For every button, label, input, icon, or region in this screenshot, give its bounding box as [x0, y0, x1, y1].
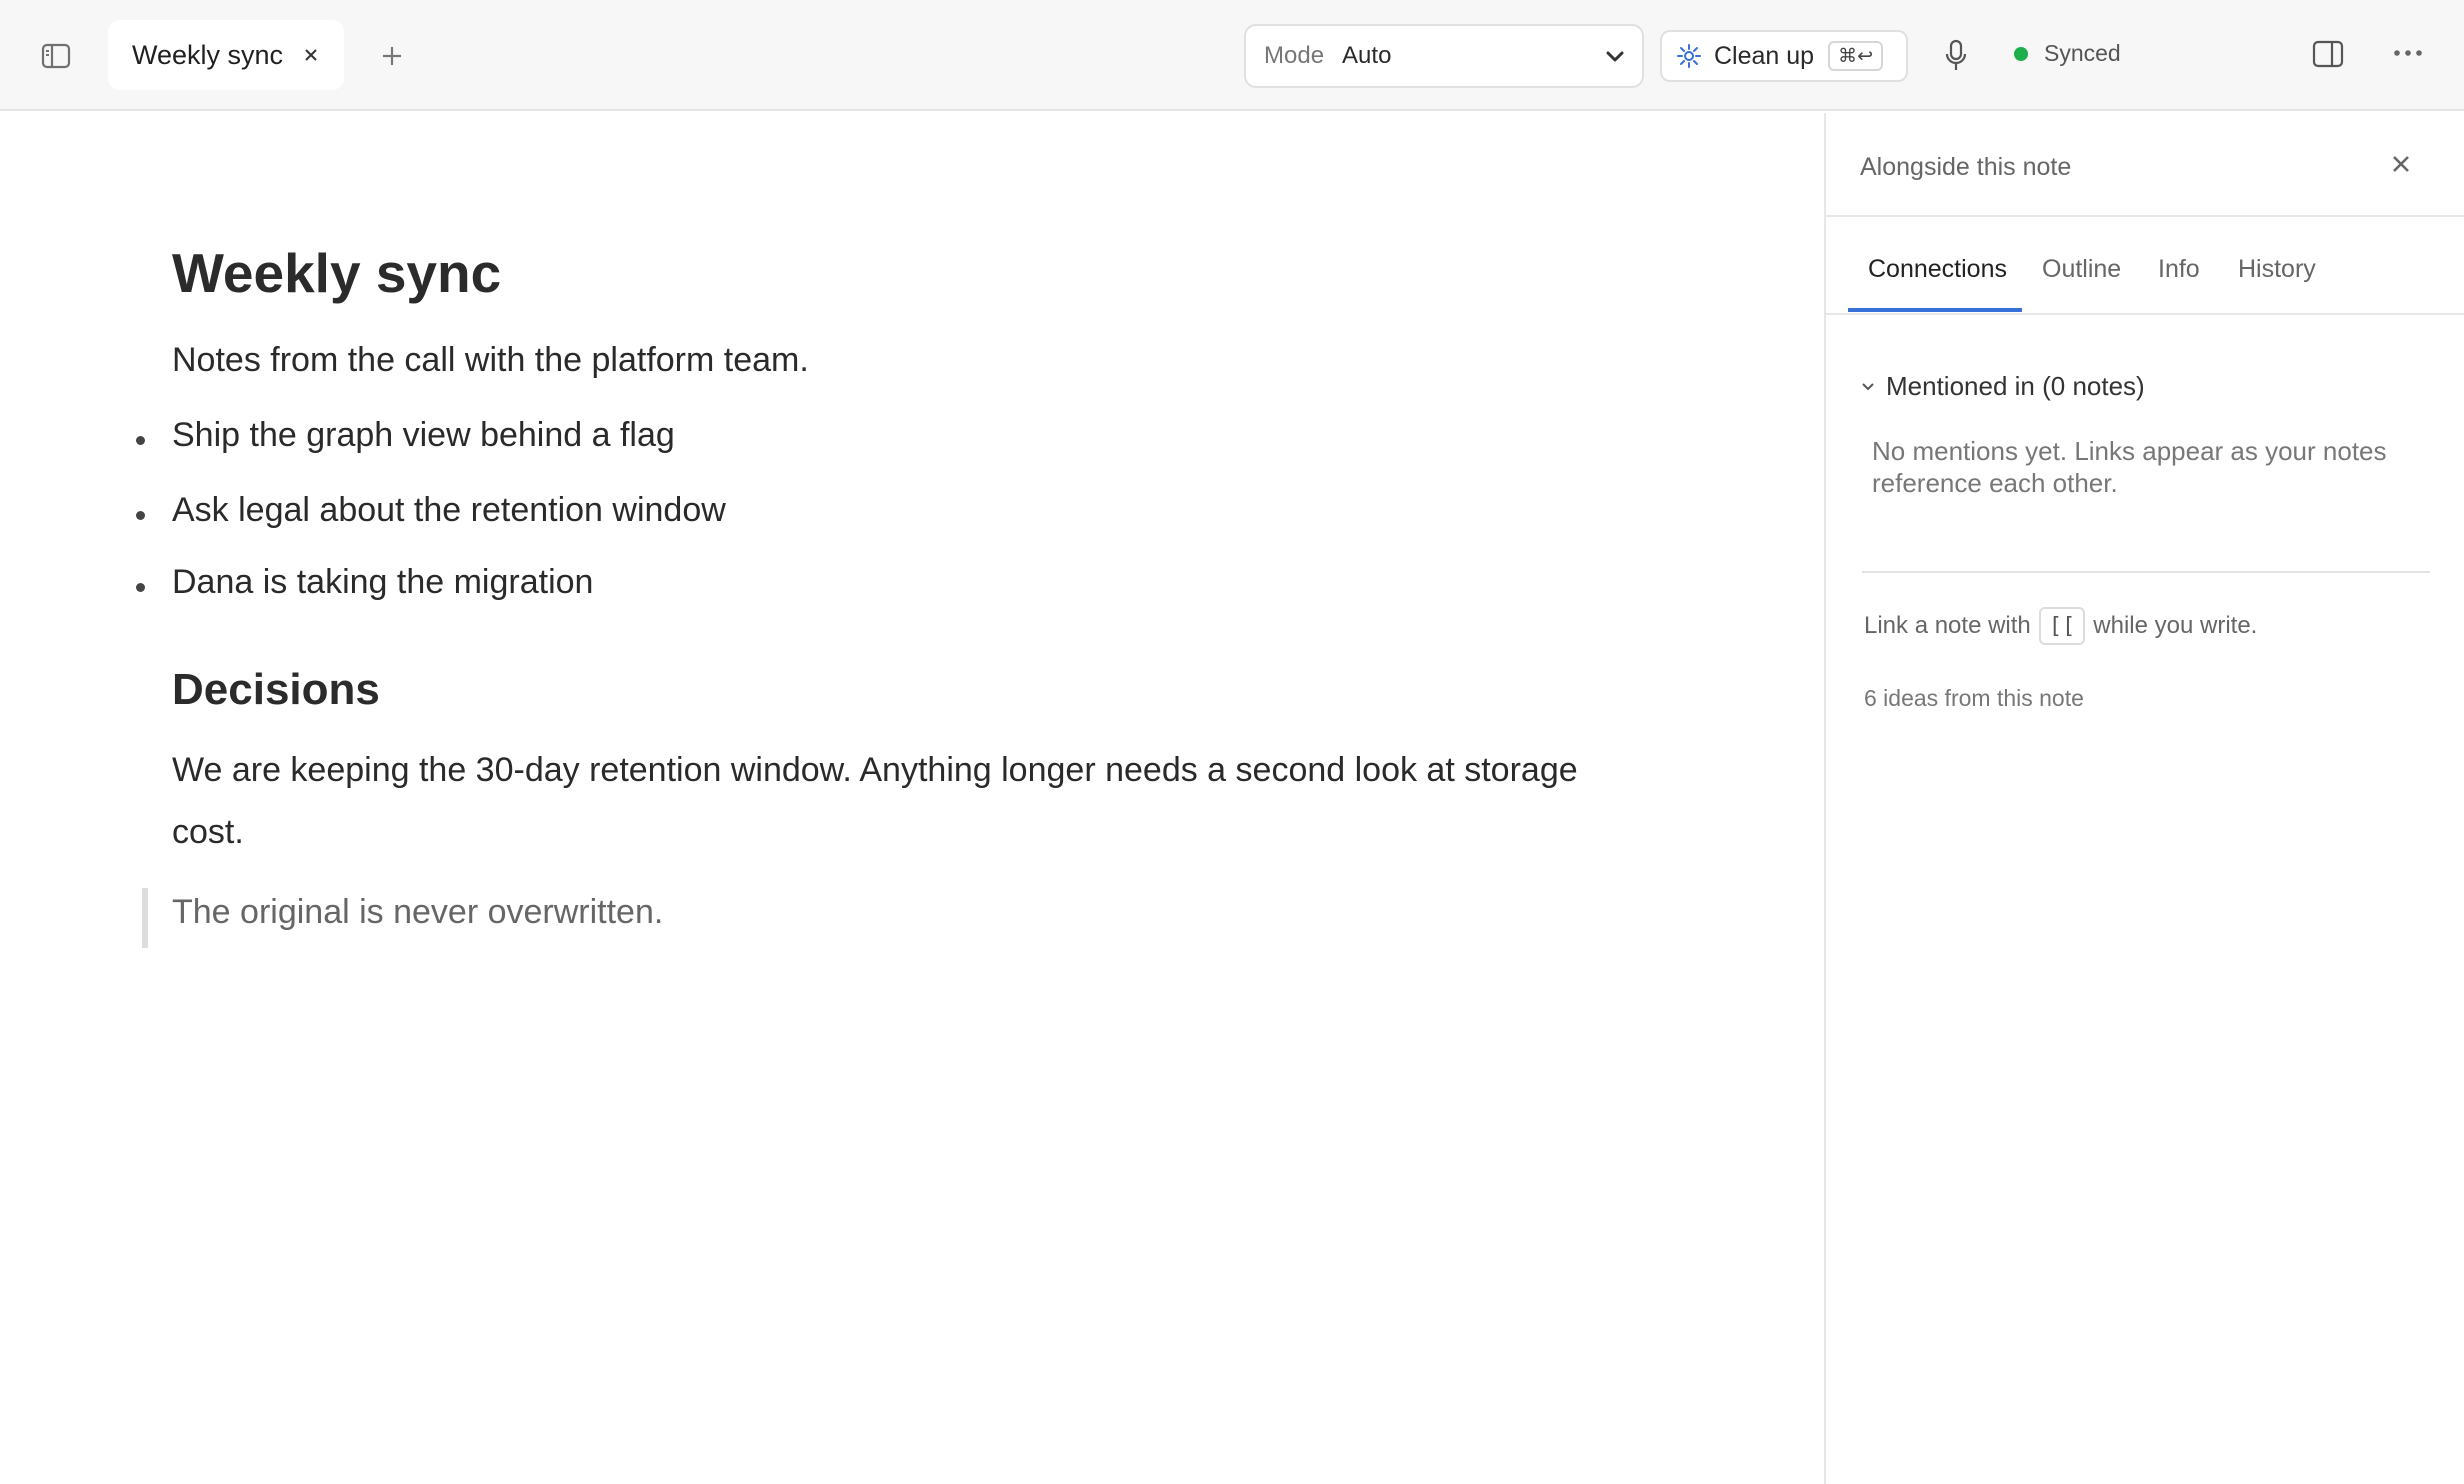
microphone-icon [1944, 39, 1968, 73]
tab-weekly-sync[interactable] [108, 20, 344, 90]
intro-paragraph[interactable]: Notes from the call with the platform team. [172, 341, 809, 379]
note-editor[interactable] [0, 113, 1824, 1484]
sync-text: Synced [2044, 40, 2121, 66]
panel-toggle-button[interactable] [2310, 36, 2346, 72]
mentions-section-toggle[interactable] [1860, 371, 2145, 402]
clean-up-label: Clean up [1714, 41, 1815, 70]
mode-label: Mode [1264, 42, 1325, 69]
ideas-count[interactable]: 6 ideas from this note [1864, 685, 2084, 711]
section-heading[interactable]: Decisions [172, 665, 380, 714]
mentions-title: Mentioned in (0 notes) [1886, 371, 2145, 401]
plus-icon [381, 45, 403, 67]
tab-close-button[interactable] [298, 42, 324, 68]
top-bar [0, 0, 2464, 111]
bullet-marker [136, 436, 145, 445]
mode-select[interactable] [1244, 24, 1644, 88]
link-hint [1864, 607, 2257, 645]
sparkle-icon [1676, 43, 1702, 69]
shortcut-badge: ⌘↩ [1828, 41, 1883, 71]
more-options-button[interactable] [2386, 38, 2430, 68]
link-hint-after: while you write. [2093, 612, 2258, 639]
divider [1862, 571, 2430, 573]
panel-title: Alongside this note [1860, 153, 2072, 181]
sidebar-toggle-button[interactable] [34, 36, 78, 76]
more-icon [2393, 49, 2423, 57]
blockquote[interactable]: The original is never overwritten. [172, 893, 664, 931]
panel-tabs [1826, 215, 2464, 315]
note-title[interactable]: Weekly sync [172, 242, 502, 304]
sidebar-icon [41, 43, 71, 69]
link-hint-before: Link a note with [1864, 612, 2031, 639]
microphone-button[interactable] [1940, 36, 1972, 76]
sync-status [2014, 40, 2121, 67]
sync-dot [2014, 47, 2028, 61]
link-syntax-badge: [[ [2039, 607, 2086, 645]
clean-up-button[interactable] [1660, 30, 1908, 82]
new-tab-button[interactable] [372, 36, 412, 76]
tab-connections[interactable]: Connections [1868, 255, 2007, 283]
side-panel [1824, 113, 2464, 1484]
close-icon [304, 48, 318, 62]
tab-outline[interactable]: Outline [2042, 255, 2122, 283]
list-item[interactable]: Ship the graph view behind a flag [172, 416, 675, 454]
chevron-down-icon [1860, 379, 1876, 395]
bullet-marker [136, 511, 145, 520]
blockquote-bar [142, 888, 148, 948]
tab-title: Weekly sync [132, 39, 284, 70]
panel-close-button[interactable] [2386, 149, 2416, 179]
chevron-down-icon [1602, 44, 1628, 70]
close-icon [2391, 154, 2411, 174]
mode-value: Auto [1342, 42, 1392, 69]
panel-icon [2312, 40, 2344, 68]
bullet-marker [136, 583, 145, 592]
empty-mentions-text: No mentions yet. Links appear as your notes reference each other. [1872, 436, 2387, 498]
list-item[interactable]: Ask legal about the retention window [172, 491, 726, 529]
tab-history[interactable]: History [2238, 255, 2316, 283]
tab-info[interactable]: Info [2158, 255, 2200, 283]
active-tab-indicator [1848, 308, 2022, 312]
list-item[interactable]: Dana is taking the migration [172, 563, 594, 601]
decision-paragraph[interactable]: We are keeping the 30-day retention window. Anything longer needs a second look at storage cost. [172, 751, 1578, 851]
